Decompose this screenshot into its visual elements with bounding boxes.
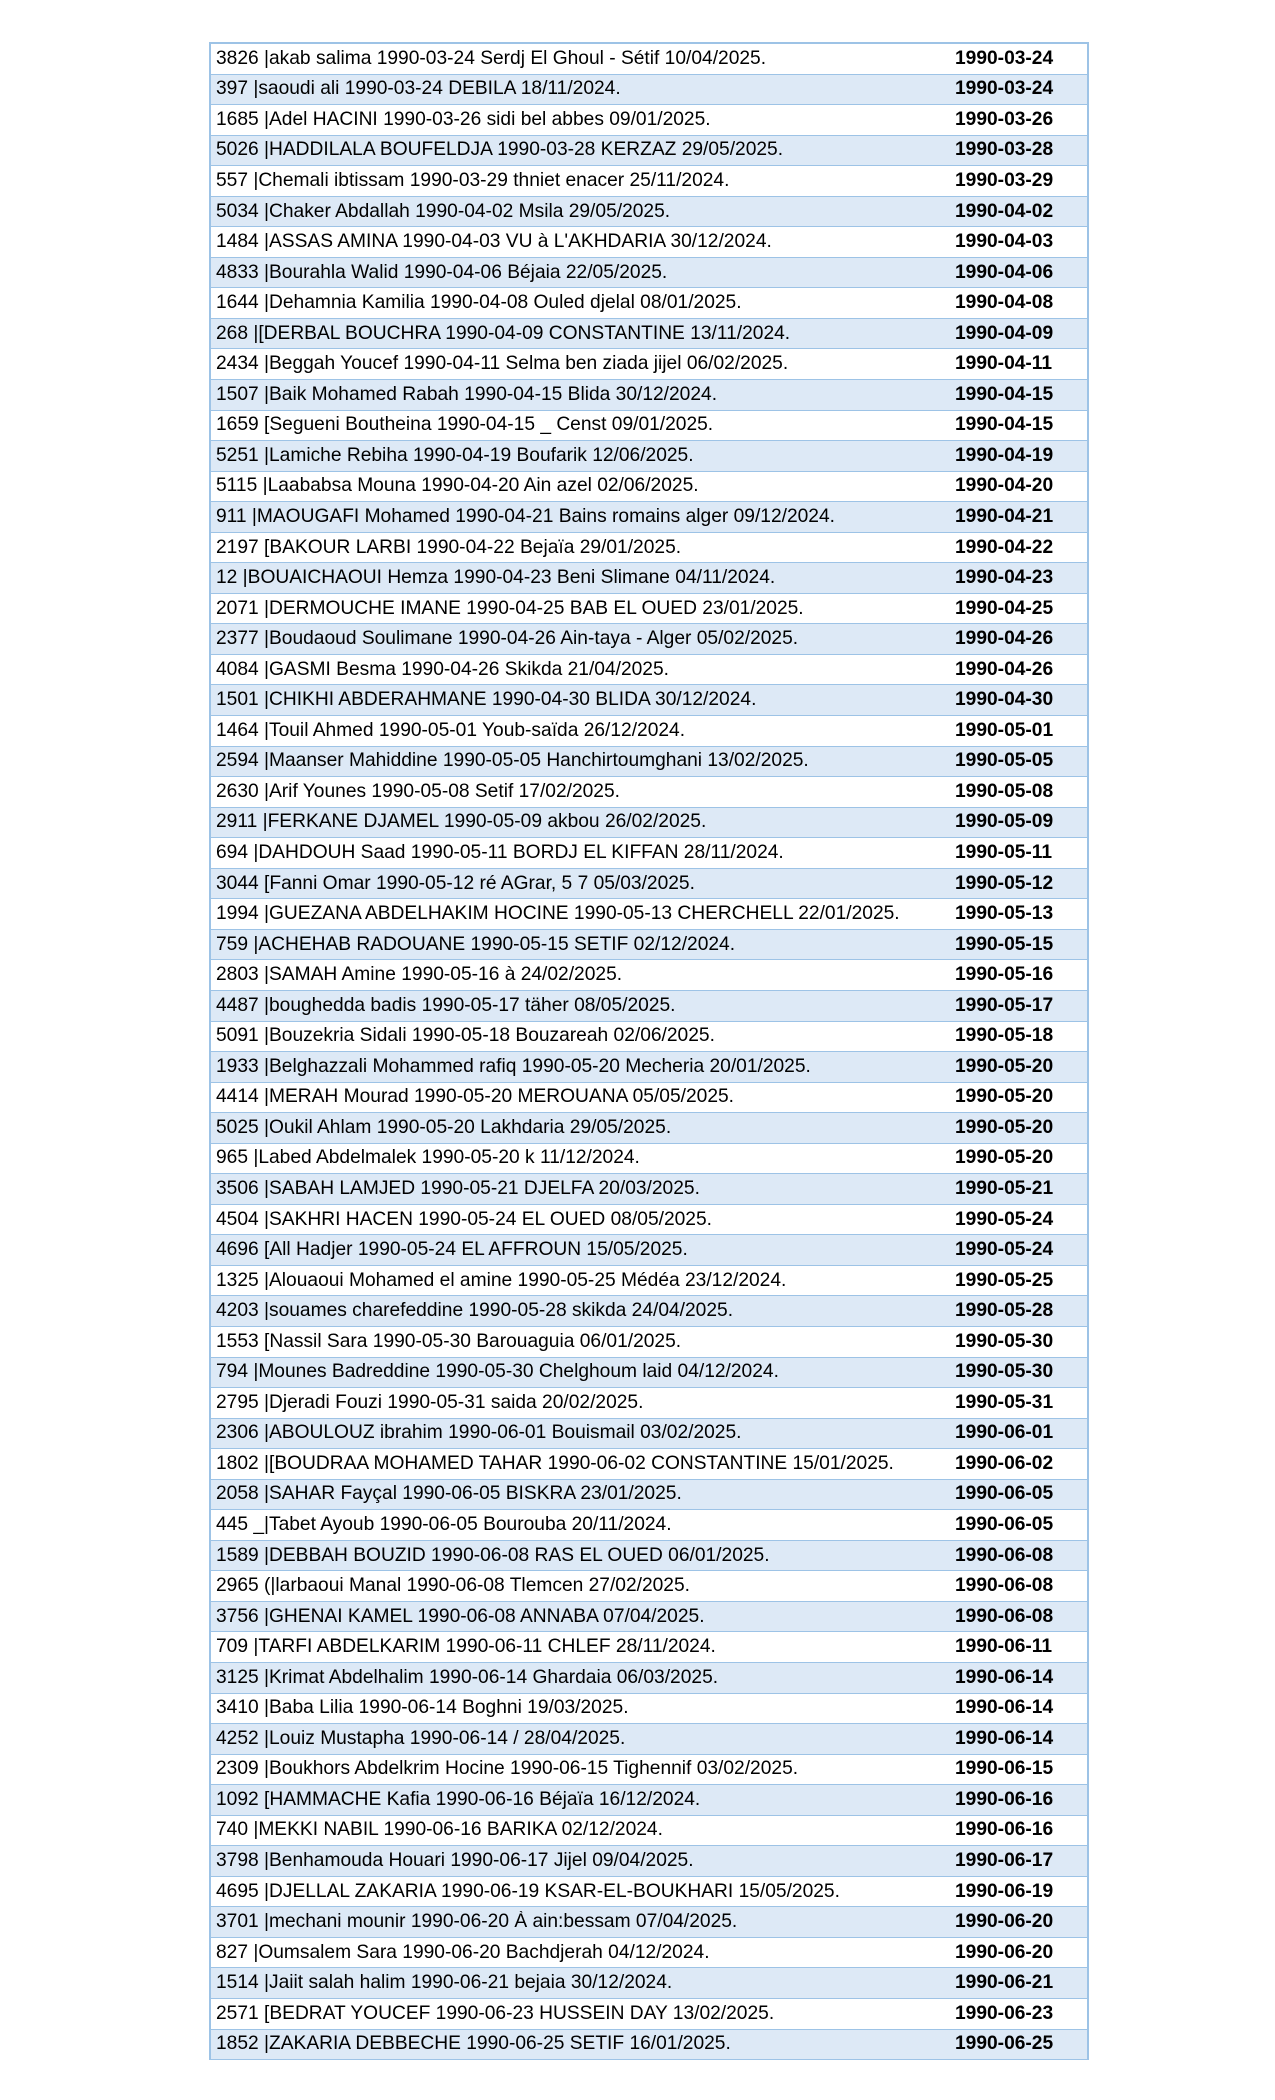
record-date-cell: 1990-06-25 bbox=[955, 2033, 1054, 2055]
record-date-cell: 1990-05-24 bbox=[955, 1208, 1054, 1230]
record-text-cell: 1507 |Baik Mohamed Rabah 1990-04-15 Blida 30/12/2024. bbox=[216, 383, 718, 405]
table-row bbox=[211, 197, 1087, 228]
record-text-cell: 4833 |Bourahla Walid 1990-04-06 Béjaia 22/05/2025. bbox=[216, 261, 668, 283]
record-text-cell: 1802 |[BOUDRAA MOHAMED TAHAR 1990-06-02 CONSTANTINE 15/01/2025. bbox=[216, 1452, 894, 1474]
record-text-cell: 740 |MEKKI NABIL 1990-06-16 BARIKA 02/12/2024. bbox=[216, 1819, 663, 1841]
table-row bbox=[211, 1907, 1087, 1938]
record-text-cell: 694 |DAHDOUH Saad 1990-05-11 BORDJ EL KIFFAN 28/11/2024. bbox=[216, 841, 784, 863]
table-row bbox=[211, 1266, 1087, 1297]
record-text-cell: 3798 |Benhamouda Houari 1990-06-17 Jijel 09/04/2025. bbox=[216, 1850, 694, 1872]
table-row bbox=[211, 136, 1087, 167]
record-date-cell: 1990-04-25 bbox=[955, 597, 1054, 619]
record-date-cell: 1990-04-11 bbox=[955, 353, 1053, 375]
record-date-cell: 1990-04-26 bbox=[955, 658, 1054, 680]
table-row bbox=[211, 960, 1087, 991]
table-row bbox=[211, 1174, 1087, 1205]
record-text-cell: 1514 |Jaiit salah halim 1990-06-21 bejaia 30/12/2024. bbox=[216, 1972, 673, 1994]
table-row bbox=[211, 1846, 1087, 1877]
table-row bbox=[211, 1632, 1087, 1663]
record-date-cell: 1990-06-01 bbox=[955, 1422, 1054, 1444]
record-text-cell: 2434 |Beggah Youcef 1990-04-11 Selma ben ziada jijel 06/02/2025. bbox=[216, 353, 789, 375]
record-text-cell: 1589 |DEBBAH BOUZID 1990-06-08 RAS EL OUED 06/01/2025. bbox=[216, 1544, 770, 1566]
record-date-cell: 1990-04-09 bbox=[955, 322, 1054, 344]
record-date-cell: 1990-03-26 bbox=[955, 108, 1054, 130]
record-date-cell: 1990-03-24 bbox=[955, 47, 1054, 69]
record-text-cell: 4504 |SAKHRI HACEN 1990-05-24 EL OUED 08/05/2025. bbox=[216, 1208, 712, 1230]
record-text-cell: 3826 |akab salima 1990-03-24 Serdj El Ghoul - Sétif 10/04/2025. bbox=[216, 47, 767, 69]
table-row bbox=[211, 930, 1087, 961]
table-row bbox=[211, 1816, 1087, 1847]
record-text-cell: 1464 |Touil Ahmed 1990-05-01 Youb-saïda 26/12/2024. bbox=[216, 719, 686, 741]
record-text-cell: 2965 (|larbaoui Manal 1990-06-08 Tlemcen 27/02/2025. bbox=[216, 1575, 690, 1597]
table-row bbox=[211, 624, 1087, 655]
record-date-cell: 1990-05-20 bbox=[955, 1055, 1054, 1077]
record-date-cell: 1990-04-30 bbox=[955, 689, 1054, 711]
record-date-cell: 1990-04-15 bbox=[955, 414, 1054, 436]
table-row bbox=[211, 1113, 1087, 1144]
table-row bbox=[211, 1938, 1087, 1969]
table-row bbox=[211, 655, 1087, 686]
table-row bbox=[211, 1694, 1087, 1725]
record-date-cell: 1990-05-18 bbox=[955, 1025, 1054, 1047]
table-row bbox=[211, 1205, 1087, 1236]
table-row bbox=[211, 1083, 1087, 1114]
record-text-cell: 4487 |boughedda badis 1990-05-17 täher 08/05/2025. bbox=[216, 994, 676, 1016]
record-date-cell: 1990-04-20 bbox=[955, 475, 1054, 497]
record-date-cell: 1990-06-11 bbox=[955, 1636, 1053, 1658]
record-text-cell: 4414 |MERAH Mourad 1990-05-20 MEROUANA 05/05/2025. bbox=[216, 1086, 734, 1108]
record-text-cell: 3125 |Krimat Abdelhalim 1990-06-14 Ghardaia 06/03/2025. bbox=[216, 1666, 719, 1688]
record-text-cell: 1994 |GUEZANA ABDELHAKIM HOCINE 1990-05-13 CHERCHELL 22/01/2025. bbox=[216, 903, 900, 925]
table-row bbox=[211, 1022, 1087, 1053]
record-date-cell: 1990-03-28 bbox=[955, 139, 1054, 161]
table-row bbox=[211, 1296, 1087, 1327]
record-date-cell: 1990-05-24 bbox=[955, 1239, 1054, 1261]
table-row bbox=[211, 349, 1087, 380]
record-date-cell: 1990-04-15 bbox=[955, 383, 1054, 405]
record-text-cell: 3506 |SABAH LAMJED 1990-05-21 DJELFA 20/03/2025. bbox=[216, 1178, 700, 1199]
record-date-cell: 1990-04-02 bbox=[955, 200, 1054, 222]
record-date-cell: 1990-06-05 bbox=[955, 1483, 1054, 1505]
record-text-cell: 397 |saoudi ali 1990-03-24 DEBILA 18/11/2024. bbox=[216, 78, 621, 100]
record-text-cell: 794 |Mounes Badreddine 1990-05-30 Chelghoum laid 04/12/2024. bbox=[216, 1361, 779, 1383]
table-row bbox=[211, 1327, 1087, 1358]
record-text-cell: 827 |Oumsalem Sara 1990-06-20 Bachdjerah 04/12/2024. bbox=[216, 1941, 710, 1963]
record-date-cell: 1990-03-29 bbox=[955, 169, 1054, 191]
record-date-cell: 1990-05-20 bbox=[955, 1147, 1054, 1169]
table-row bbox=[211, 563, 1087, 594]
record-date-cell: 1990-05-15 bbox=[955, 933, 1054, 955]
record-text-cell: 3756 |GHENAI KAMEL 1990-06-08 ANNABA 07/04/2025. bbox=[216, 1605, 705, 1627]
table-row bbox=[211, 44, 1087, 75]
table-row bbox=[211, 685, 1087, 716]
record-text-cell: 4084 |GASMI Besma 1990-04-26 Skikda 21/04/2025. bbox=[216, 658, 669, 680]
record-date-cell: 1990-05-28 bbox=[955, 1300, 1054, 1322]
record-text-cell: 2306 |ABOULOUZ ibrahim 1990-06-01 Bouismail 03/02/2025. bbox=[216, 1422, 742, 1444]
table-row bbox=[211, 258, 1087, 289]
record-date-cell: 1990-05-12 bbox=[955, 872, 1054, 894]
table-row bbox=[211, 166, 1087, 197]
table-row bbox=[211, 1480, 1087, 1511]
table-row bbox=[211, 1052, 1087, 1083]
record-date-cell: 1990-06-08 bbox=[955, 1605, 1054, 1627]
table-row bbox=[211, 899, 1087, 930]
record-text-cell: 5091 |Bouzekria Sidali 1990-05-18 Bouzareah 02/06/2025. bbox=[216, 1025, 715, 1047]
records-table bbox=[209, 42, 1089, 2060]
record-text-cell: 5025 |Oukil Ahlam 1990-05-20 Lakhdaria 29/05/2025. bbox=[216, 1116, 672, 1138]
record-text-cell: 5251 |Lamiche Rebiha 1990-04-19 Boufarik 12/06/2025. bbox=[216, 444, 694, 466]
record-text-cell: 2058 |SAHAR Fayçal 1990-06-05 BISKRA 23/01/2025. bbox=[216, 1483, 682, 1505]
record-date-cell: 1990-06-05 bbox=[955, 1514, 1054, 1536]
record-date-cell: 1990-05-01 bbox=[955, 719, 1054, 741]
record-date-cell: 1990-05-30 bbox=[955, 1361, 1054, 1383]
record-text-cell: 759 |ACHEHAB RADOUANE 1990-05-15 SETIF 02/12/2024. bbox=[216, 933, 736, 955]
table-row bbox=[211, 1419, 1087, 1450]
record-date-cell: 1990-06-08 bbox=[955, 1544, 1054, 1566]
table-row bbox=[211, 2030, 1087, 2061]
record-text-cell: 2309 |Boukhors Abdelkrim Hocine 1990-06-15 Tighennif 03/02/2025. bbox=[216, 1758, 799, 1780]
table-row bbox=[211, 75, 1087, 106]
record-date-cell: 1990-05-25 bbox=[955, 1269, 1054, 1291]
record-text-cell: 2197 [BAKOUR LARBI 1990-04-22 Bejaïa 29/01/2025. bbox=[216, 536, 682, 558]
table-row bbox=[211, 441, 1087, 472]
table-row bbox=[211, 105, 1087, 136]
record-text-cell: 1659 [Segueni Boutheina 1990-04-15 _ Censt 09/01/2025. bbox=[216, 414, 714, 436]
record-text-cell: 5034 |Chaker Abdallah 1990-04-02 Msila 29/05/2025. bbox=[216, 200, 671, 222]
table-row bbox=[211, 411, 1087, 442]
record-text-cell: 3410 |Baba Lilia 1990-06-14 Boghni 19/03/2025. bbox=[216, 1697, 629, 1719]
record-text-cell: 1933 |Belghazzali Mohammed rafiq 1990-05-20 Mecheria 20/01/2025. bbox=[216, 1055, 811, 1077]
record-date-cell: 1990-05-13 bbox=[955, 903, 1054, 925]
record-date-cell: 1990-06-21 bbox=[955, 1972, 1054, 1994]
record-date-cell: 1990-04-19 bbox=[955, 444, 1054, 466]
record-text-cell: 1553 [Nassil Sara 1990-05-30 Barouaguia 06/01/2025. bbox=[216, 1330, 682, 1352]
table-row bbox=[211, 991, 1087, 1022]
record-text-cell: 2630 |Arif Younes 1990-05-08 Setif 17/02/2025. bbox=[216, 780, 620, 802]
table-row bbox=[211, 1877, 1087, 1908]
record-text-cell: 3044 [Fanni Omar 1990-05-12 ré AGrar, 5 7 05/03/2025. bbox=[216, 872, 695, 894]
table-row bbox=[211, 838, 1087, 869]
record-text-cell: 557 |Chemali ibtissam 1990-03-29 thniet enacer 25/11/2024. bbox=[216, 169, 730, 191]
record-date-cell: 1990-05-20 bbox=[955, 1116, 1054, 1138]
record-date-cell: 1990-06-15 bbox=[955, 1758, 1054, 1780]
record-date-cell: 1990-04-23 bbox=[955, 567, 1054, 589]
table-row bbox=[211, 288, 1087, 319]
record-text-cell: 2594 |Maanser Mahiddine 1990-05-05 Hanchirtoumghani 13/02/2025. bbox=[216, 750, 809, 772]
record-text-cell: 4695 |DJELLAL ZAKARIA 1990-06-19 KSAR-EL-BOUKHARI 15/05/2025. bbox=[216, 1880, 840, 1902]
record-date-cell: 1990-05-20 bbox=[955, 1086, 1054, 1108]
record-text-cell: 4252 |Louiz Mustapha 1990-06-14 / 28/04/2025. bbox=[216, 1727, 626, 1749]
table-row bbox=[211, 1388, 1087, 1419]
table-row bbox=[211, 1144, 1087, 1175]
record-date-cell: 1990-06-02 bbox=[955, 1452, 1054, 1474]
table-row bbox=[211, 1999, 1087, 2030]
record-text-cell: 1092 [HAMMACHE Kafia 1990-06-16 Béjaïa 16/12/2024. bbox=[216, 1788, 701, 1810]
record-text-cell: 5026 |HADDILALA BOUFELDJA 1990-03-28 KERZAZ 29/05/2025. bbox=[216, 139, 784, 161]
record-text-cell: 4696 [All Hadjer 1990-05-24 EL AFFROUN 15/05/2025. bbox=[216, 1239, 688, 1261]
record-date-cell: 1990-05-16 bbox=[955, 964, 1054, 986]
table-row bbox=[211, 747, 1087, 778]
table-row bbox=[211, 1541, 1087, 1572]
record-date-cell: 1990-04-06 bbox=[955, 261, 1054, 283]
table-row bbox=[211, 472, 1087, 503]
table-row bbox=[211, 777, 1087, 808]
record-date-cell: 1990-06-16 bbox=[955, 1788, 1054, 1810]
record-text-cell: 3701 |mechani mounir 1990-06-20 À ain:bessam 07/04/2025. bbox=[216, 1911, 738, 1933]
record-date-cell: 1990-06-14 bbox=[955, 1697, 1054, 1719]
table-row bbox=[211, 869, 1087, 900]
table-row bbox=[211, 1663, 1087, 1694]
table-row bbox=[211, 533, 1087, 564]
record-date-cell: 1990-03-24 bbox=[955, 78, 1054, 100]
record-text-cell: 445 _|Tabet Ayoub 1990-06-05 Bourouba 20/11/2024. bbox=[216, 1514, 672, 1536]
record-date-cell: 1990-05-09 bbox=[955, 811, 1054, 833]
record-date-cell: 1990-04-22 bbox=[955, 536, 1054, 558]
table-row bbox=[211, 1235, 1087, 1266]
record-date-cell: 1990-05-05 bbox=[955, 750, 1054, 772]
record-text-cell: 1325 |Alouaoui Mohamed el amine 1990-05-25 Médéa 23/12/2024. bbox=[216, 1269, 787, 1291]
record-date-cell: 1990-04-21 bbox=[955, 505, 1054, 527]
record-text-cell: 965 |Labed Abdelmalek 1990-05-20 k 11/12/2024. bbox=[216, 1147, 640, 1169]
record-text-cell: 911 |MAOUGAFI Mohamed 1990-04-21 Bains romains alger 09/12/2024. bbox=[216, 505, 835, 527]
record-date-cell: 1990-05-30 bbox=[955, 1330, 1054, 1352]
table-row bbox=[211, 1755, 1087, 1786]
table-row bbox=[211, 502, 1087, 533]
record-text-cell: 5115 |Laababsa Mouna 1990-04-20 Ain azel 02/06/2025. bbox=[216, 475, 699, 497]
table-row bbox=[211, 1602, 1087, 1633]
record-text-cell: 1501 |CHIKHI ABDERAHMANE 1990-04-30 BLIDA 30/12/2024. bbox=[216, 689, 757, 711]
record-date-cell: 1990-05-21 bbox=[955, 1178, 1054, 1199]
record-date-cell: 1990-06-20 bbox=[955, 1911, 1054, 1933]
table-row bbox=[211, 380, 1087, 411]
record-text-cell: 1644 |Dehamnia Kamilia 1990-04-08 Ouled djelal 08/01/2025. bbox=[216, 292, 742, 314]
record-date-cell: 1990-06-23 bbox=[955, 2002, 1054, 2024]
record-text-cell: 1685 |Adel HACINI 1990-03-26 sidi bel abbes 09/01/2025. bbox=[216, 108, 711, 130]
table-row bbox=[211, 1968, 1087, 1999]
table-row bbox=[211, 1358, 1087, 1389]
table-row bbox=[211, 808, 1087, 839]
record-text-cell: 2911 |FERKANE DJAMEL 1990-05-09 akbou 26/02/2025. bbox=[216, 811, 707, 833]
record-date-cell: 1990-06-08 bbox=[955, 1575, 1054, 1597]
table-row bbox=[211, 1785, 1087, 1816]
record-text-cell: 2071 |DERMOUCHE IMANE 1990-04-25 BAB EL OUED 23/01/2025. bbox=[216, 597, 804, 619]
table-row bbox=[211, 227, 1087, 258]
table-row bbox=[211, 319, 1087, 350]
record-date-cell: 1990-06-17 bbox=[955, 1850, 1054, 1872]
table-row bbox=[211, 594, 1087, 625]
record-date-cell: 1990-06-14 bbox=[955, 1666, 1054, 1688]
table-row bbox=[211, 1449, 1087, 1480]
record-date-cell: 1990-05-11 bbox=[955, 841, 1053, 863]
record-date-cell: 1990-05-17 bbox=[955, 994, 1054, 1016]
table-row bbox=[211, 1571, 1087, 1602]
record-date-cell: 1990-04-03 bbox=[955, 231, 1054, 253]
table-row bbox=[211, 1724, 1087, 1755]
record-text-cell: 1852 |ZAKARIA DEBBECHE 1990-06-25 SETIF 16/01/2025. bbox=[216, 2033, 731, 2055]
record-date-cell: 1990-05-31 bbox=[955, 1391, 1054, 1413]
record-text-cell: 4203 |souames charefeddine 1990-05-28 skikda 24/04/2025. bbox=[216, 1300, 734, 1322]
record-text-cell: 268 |[DERBAL BOUCHRA 1990-04-09 CONSTANTINE 13/11/2024. bbox=[216, 322, 791, 344]
record-text-cell: 2377 |Boudaoud Soulimane 1990-04-26 Ain-taya - Alger 05/02/2025. bbox=[216, 628, 799, 650]
record-text-cell: 1484 |ASSAS AMINA 1990-04-03 VU à L'AKHDARIA 30/12/2024. bbox=[216, 231, 772, 253]
record-date-cell: 1990-06-20 bbox=[955, 1941, 1054, 1963]
record-text-cell: 709 |TARFI ABDELKARIM 1990-06-11 CHLEF 28/11/2024. bbox=[216, 1636, 716, 1658]
record-text-cell: 2803 |SAMAH Amine 1990-05-16 à 24/02/2025. bbox=[216, 964, 623, 986]
table-row bbox=[211, 1510, 1087, 1541]
record-date-cell: 1990-06-14 bbox=[955, 1727, 1054, 1749]
record-date-cell: 1990-06-16 bbox=[955, 1819, 1054, 1841]
record-text-cell: 12 |BOUAICHAOUI Hemza 1990-04-23 Beni Slimane 04/11/2024. bbox=[216, 567, 776, 589]
record-text-cell: 2571 [BEDRAT YOUCEF 1990-06-23 HUSSEIN DAY 13/02/2025. bbox=[216, 2002, 775, 2024]
record-date-cell: 1990-04-26 bbox=[955, 628, 1054, 650]
record-date-cell: 1990-06-19 bbox=[955, 1880, 1054, 1902]
table-row bbox=[211, 716, 1087, 747]
record-text-cell: 2795 |Djeradi Fouzi 1990-05-31 saida 20/02/2025. bbox=[216, 1391, 644, 1413]
record-date-cell: 1990-04-08 bbox=[955, 292, 1054, 314]
record-date-cell: 1990-05-08 bbox=[955, 780, 1054, 802]
